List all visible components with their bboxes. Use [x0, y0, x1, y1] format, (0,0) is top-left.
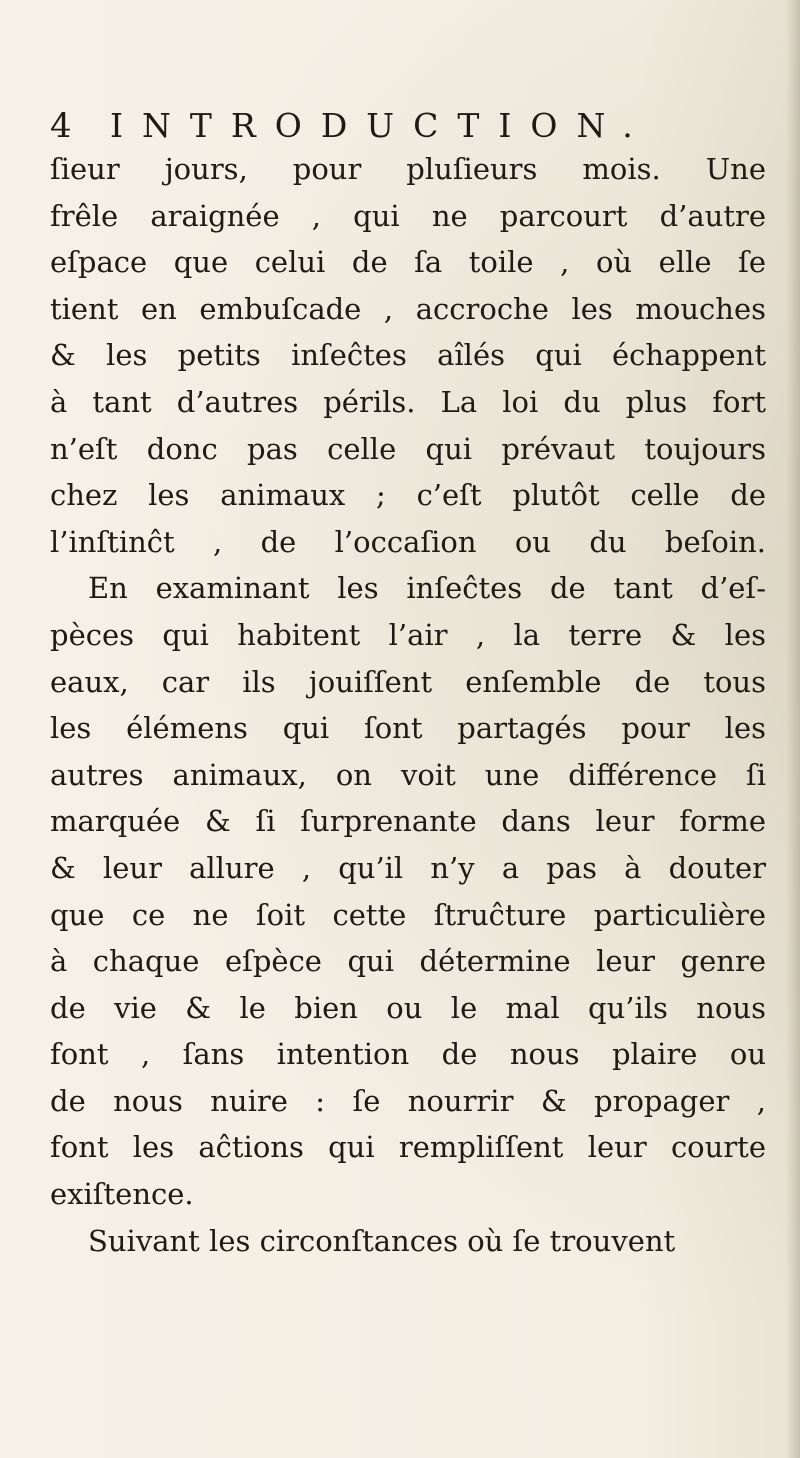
- paragraph-start-line: Suivant les circonſtances où ſe trouvent: [88, 1223, 676, 1258]
- page-number: 4: [50, 106, 72, 146]
- page-header: [50, 102, 762, 150]
- body-text: [50, 146, 766, 1264]
- text-line: tient en embuſcade , accroche les mouches: [50, 291, 766, 326]
- text-line: autres animaux, on voit une différence ſi: [50, 757, 766, 792]
- text-line: pèces qui habitent l’air , la terre & les: [50, 617, 766, 652]
- page-edge-shadow: [786, 0, 800, 1458]
- text-line: marquée & ſi ſurprenante dans leur forme: [50, 804, 766, 839]
- text-line: que ce ne ſoit cette ſtruĉture particulière: [50, 897, 766, 932]
- text-line: eſpace que celui de ſa toile , où elle ſe: [50, 245, 766, 280]
- text-line: ſieur jours, pour pluſieurs mois. Une: [50, 152, 766, 186]
- running-title: INTRODUCTION.: [110, 106, 652, 145]
- text-line: eaux, car ils jouiſſent enſemble de tous: [50, 664, 766, 699]
- text-line: & leur allure , qu’il n’y a pas à douter: [50, 850, 766, 885]
- text-line: & les petits inſeĉtes aîlés qui échappent: [50, 338, 766, 373]
- text-line: frêle araignée , qui ne parcourt d’autre: [50, 198, 766, 233]
- text-line: n’eſt donc pas celle qui prévaut toujours: [50, 431, 766, 466]
- text-line: font les aĉtions qui rempliſſent leur courte: [50, 1130, 766, 1165]
- paragraph-start-line: En examinant les inſeĉtes de tant d’eſ-: [88, 571, 766, 606]
- text-line: les élémens qui ſont partagés pour les: [50, 711, 766, 746]
- text-line: font , ſans intention de nous plaire ou: [50, 1037, 766, 1072]
- text-line: chez les animaux ; c’eſt plutôt celle de: [50, 478, 766, 513]
- text-line: à tant d’autres périls. La loi du plus fort: [50, 384, 766, 419]
- text-line: l’inſtinĉt , de l’occaſion ou du beſoin.: [50, 524, 766, 559]
- text-line: à chaque eſpèce qui détermine leur genre: [50, 944, 766, 979]
- text-line: de vie & le bien ou le mal qu’ils nous: [50, 990, 766, 1025]
- text-line: de nous nuire : ſe nourrir & propager ,: [50, 1083, 766, 1118]
- paragraph-end-line: exiſtence.: [50, 1177, 194, 1212]
